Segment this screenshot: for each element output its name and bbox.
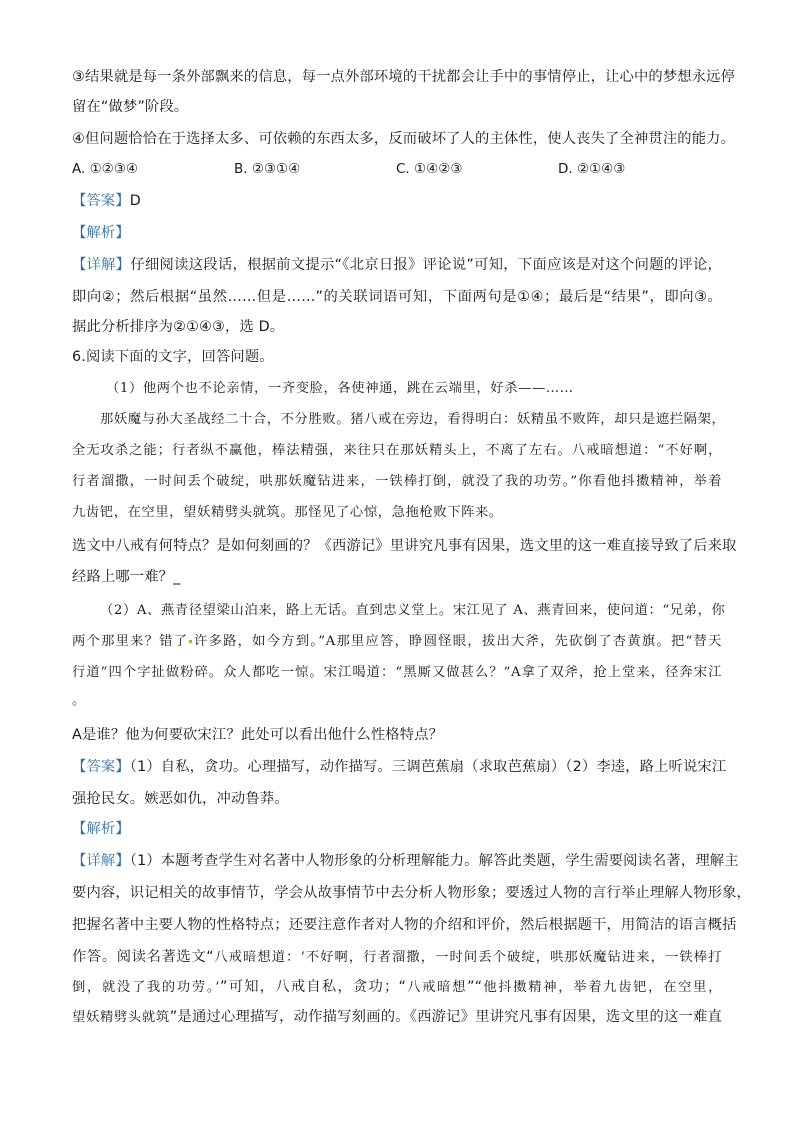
q5-detail-line1 bbox=[72, 254, 722, 276]
q6-answer-line2: 强抢民女。嫉恶如仇，冲动鲁莽。 bbox=[72, 791, 289, 807]
q6-question1-line2: 经路上哪一难？_ bbox=[72, 569, 181, 585]
q6-passage1-intro: （1）他两个也不论亲情，一齐变脸，各使神通，跳在云端里，好杀——…… bbox=[106, 381, 574, 396]
q6-answer-tag: 【答案】 bbox=[72, 759, 130, 775]
q6-stem: 6.阅读下面的文字，回答问题。 bbox=[72, 349, 274, 365]
q5-detail-tag: 【详解】 bbox=[72, 257, 131, 273]
q6-detail-text1: （1）本题考查学生对名著中人物形象的分析理解能力。解答此类题，学生需要阅读名著，理解主 bbox=[129, 853, 739, 869]
q6-detail-line6-quote: 望妖精劈头就筑 bbox=[72, 1010, 170, 1025]
q5-option-c: C. ①④②③ bbox=[396, 161, 463, 177]
q6-passage1-line4: 九齿钯，在空里，望妖精劈头就筑。那怪见了心惊，急拖枪败下阵来。 bbox=[72, 505, 503, 520]
q6-detail-line6-part2: ”是通过心理描写，动作描写刻画的。《西游记》里讲究凡事有因果，选文里的这一难直 bbox=[169, 1009, 722, 1025]
q6-answer-text1: （1）自私，贪功。心理描写，动作描写。三调芭蕉扇（求取芭蕉扇）（2）李逵，路上听说宋江 bbox=[129, 759, 727, 775]
q6-passage2-line2 bbox=[72, 631, 722, 653]
q5-option-a: A. ①②③④ bbox=[72, 161, 138, 177]
q6-passage1-line3: 行者溜撒，一时间丢个破绽，哄那妖魔钻进来，一铁棒打倒，就没了我的功劳。”你看他抖擞精神，举着 bbox=[72, 474, 722, 489]
q6-passage1-line2: 全无攻杀之能；行者纵不赢他，棒法精强，来往只在那妖精头上，不离了左右。八戒暗想道：“不好啊， bbox=[72, 443, 722, 458]
q6-passage2-line4: 。 bbox=[72, 693, 86, 708]
highlight-dot-icon bbox=[189, 640, 192, 643]
q6-passage2-line3: 行道”四个字扯做粉碎。众人都吃一惊。宋江喝道：“黑厮又做甚么？”A拿了双斧，抢上堂来，径奔宋江 bbox=[72, 665, 722, 680]
q5-item3-line2: 留在“做梦”阶段。 bbox=[72, 99, 189, 115]
q6-question1-line1: 选文中八戒有何特点？是如何刻画的？《西游记》里讲究凡事有因果，选文里的这一难直接导致了后来取 bbox=[72, 538, 737, 554]
q6-detail-line5-part4: ”“ bbox=[467, 979, 483, 995]
q5-detail-line3: 据此分析排序为②①④③，选 D。 bbox=[72, 319, 285, 335]
q6-detail-tag: 【详解】 bbox=[72, 853, 130, 869]
q5-answer-tag: 【答案】 bbox=[72, 193, 130, 209]
q5-answer-value: D bbox=[129, 193, 141, 209]
q6-detail-line4 bbox=[72, 946, 722, 969]
q6-passage2-line2-part2: 许多路，如今方到。”A那里应答，睁圆怪眼，拔出大斧，先砍倒了杏黄旗。把“替天 bbox=[193, 634, 722, 649]
q6-detail-line6 bbox=[72, 1006, 722, 1029]
q5-detail-line2: 即向②；然后根据“虽然……但是……”的关联词语可知，下面两句是①④；最后是“结果”，即向③。 bbox=[72, 289, 722, 305]
q6-detail-line3: 把握名著中主要人物的性格特点；还要注意作者对人物的介绍和评价，然后根据题干，用简洁的语言概括 bbox=[72, 917, 737, 933]
q5-option-d: D. ②①④③ bbox=[558, 161, 626, 177]
q5-option-b: B. ②③①④ bbox=[234, 161, 301, 177]
q5-analysis-tag bbox=[72, 222, 722, 244]
q6-question2: A是谁？他为何要砍宋江？此处可以看出他什么性格特点？ bbox=[72, 727, 444, 743]
q6-detail-line4-part1: 作答。阅读名著选文“ bbox=[72, 949, 214, 965]
q5-item4: ④但问题恰恰在于选择太多、可依赖的东西太多，反而破坏了人的主体性，使人丧失了全神贯注的能力。 bbox=[72, 131, 736, 147]
q6-passage2-line2-part1: 两个那里来？错了 bbox=[72, 634, 189, 649]
q6-detail-line4-quote: 八戒暗想道：‘不好啊，行者溜撒，一时间丢个破绽，哄那妖魔钻进来，一铁棒打 bbox=[213, 950, 723, 965]
q5-item3-line1: ③结果就是每一条外部飘来的信息，每一点外部环境的干扰都会让手中的事情停止，让心中的梦想永远停 bbox=[72, 69, 736, 85]
q6-detail-line5 bbox=[72, 976, 722, 999]
q5-detail-text1: 仔细阅读这段话，根据前文提示“《北京日报》评论说”可知，下面应该是对这个问题的评论， bbox=[130, 257, 722, 273]
q5-options bbox=[0, 158, 794, 180]
q6-detail-line5-quote1: 倒，就没了我的功劳。’ bbox=[72, 980, 221, 995]
q6-detail-line1 bbox=[72, 850, 739, 872]
q6-detail-line5-quote2: 八戒暗想 bbox=[406, 980, 468, 995]
q6-passage2-line1: （2）A、燕青径望梁山泊来，路上无话。直到忠义堂上。宋江见了 A、燕青回来，使问道：“兄弟，你 bbox=[100, 603, 726, 618]
q6-analysis-tag bbox=[72, 818, 722, 840]
q6-answer-line1 bbox=[72, 756, 727, 778]
q5-analysis-label: 【解析】 bbox=[72, 225, 130, 241]
q6-detail-line5-quote3: 他抖擞精神，举着九齿钯，在空里， bbox=[482, 980, 723, 995]
q5-answer bbox=[72, 190, 722, 212]
q6-passage1-line1: 那妖魔与孙大圣战经二十合，不分胜败。猪八戒在旁边，看得明白：妖精虽不败阵，却只是遮拦隔架， bbox=[100, 412, 726, 427]
q6-detail-line2: 要内容，识记相关的故事情节，学会从故事情节中去分析人物形象；要透过人物的言行举止理解人物形象， bbox=[72, 885, 751, 901]
q6-analysis-label: 【解析】 bbox=[72, 821, 130, 837]
q6-detail-line5-part2: ”可知，八戒自私，贪功；“ bbox=[220, 979, 407, 995]
